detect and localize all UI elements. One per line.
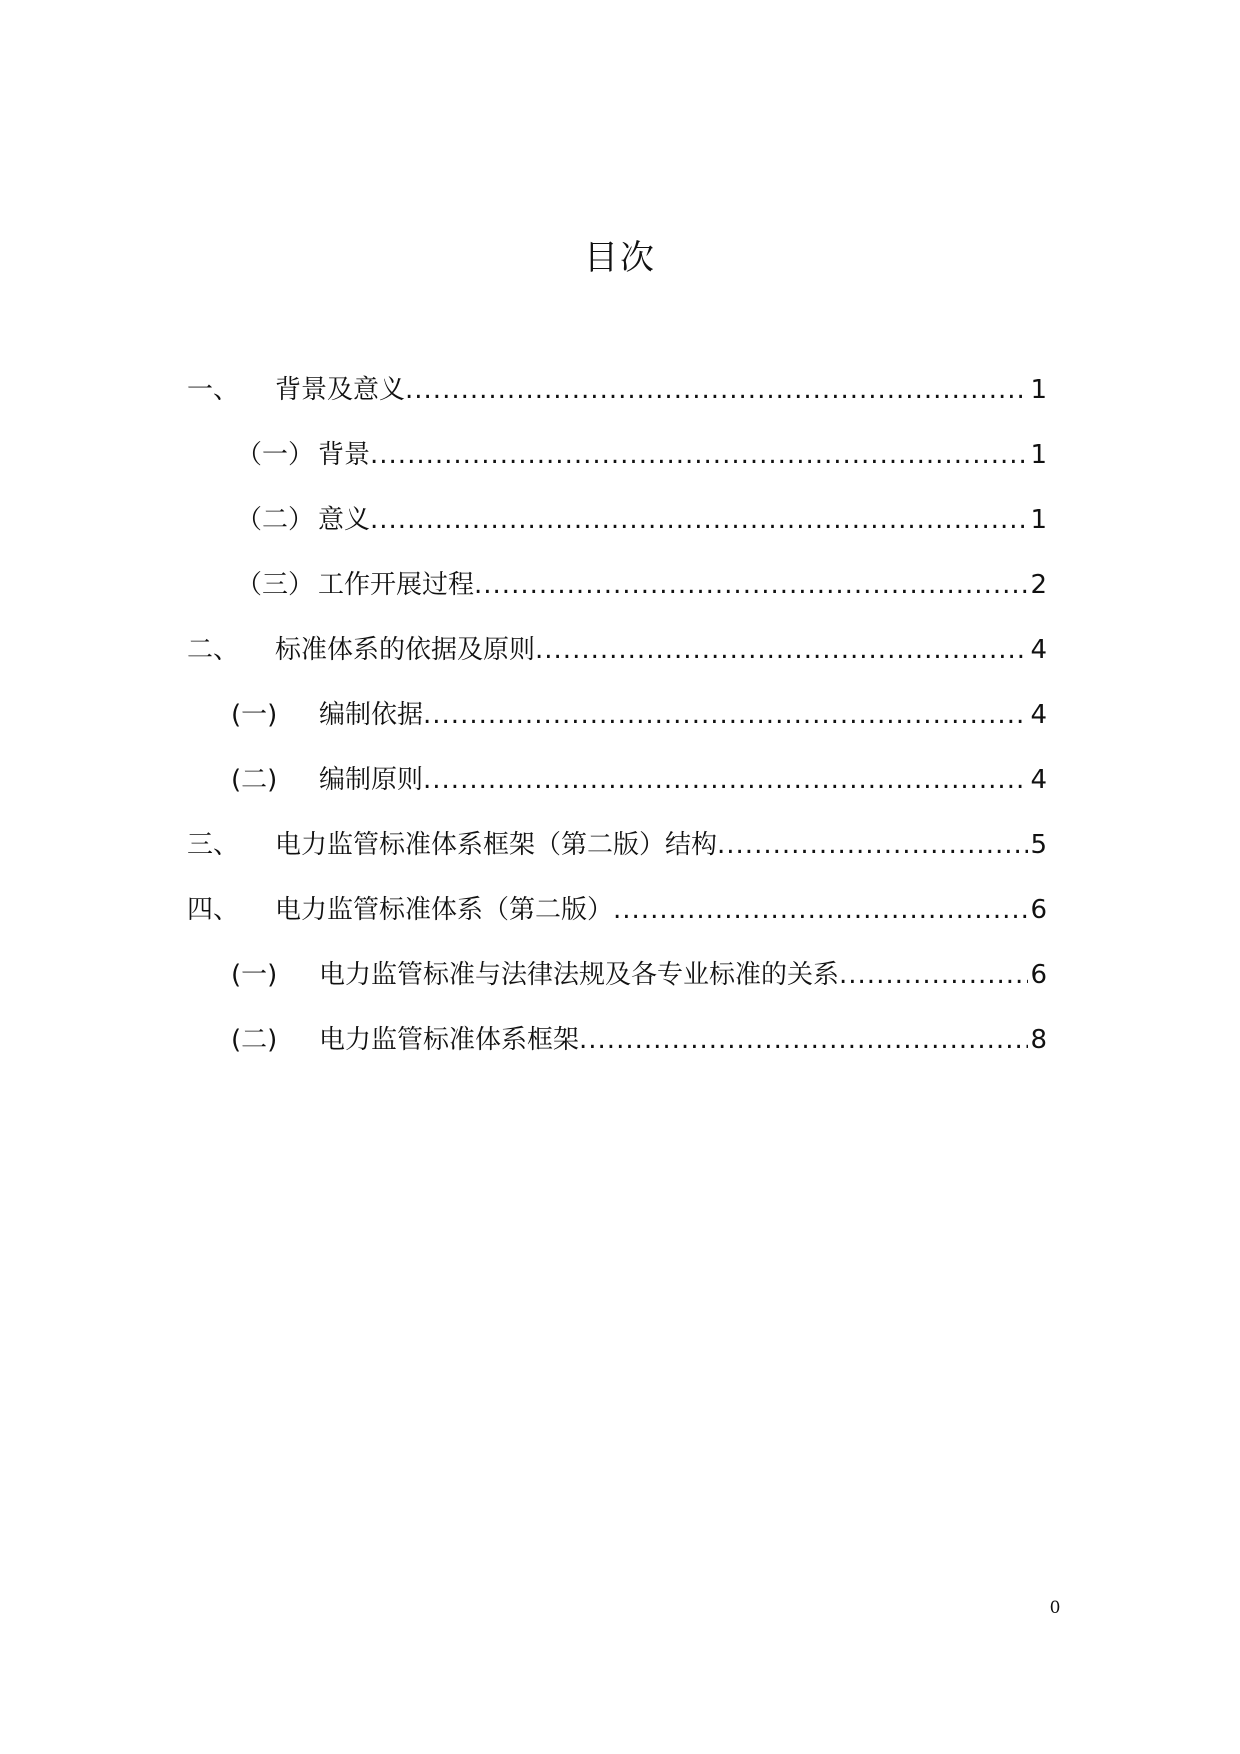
toc-entry-page: 4: [1030, 635, 1047, 665]
toc-entry-page: 5: [1030, 830, 1047, 860]
toc-entry-label: 电力监管标准与法律法规及各专业标准的关系: [319, 960, 840, 990]
toc-entry[interactable]: [236, 565, 1047, 605]
toc-entry-page: 6: [1030, 960, 1047, 990]
toc-entry[interactable]: [187, 630, 1047, 670]
toc-entry-leader: [370, 435, 1028, 475]
toc-entry[interactable]: [187, 370, 1047, 410]
toc-entry-label: 电力监管标准体系（第二版）: [275, 895, 614, 925]
toc-entry-leader: [717, 825, 1028, 865]
toc-entry-leader: [839, 955, 1028, 995]
toc-entry[interactable]: [231, 1020, 1047, 1060]
toc-entry-label: 背景: [318, 440, 371, 470]
toc-entry-label: 背景及意义: [275, 375, 406, 405]
toc-entry-number: (一): [231, 960, 278, 990]
toc-entry-leader: [535, 630, 1028, 670]
toc-entry-number: 一、: [187, 375, 240, 405]
toc-entry-label: 工作开展过程: [318, 570, 475, 600]
toc-entry-page: 1: [1030, 375, 1047, 405]
toc-entry[interactable]: [187, 890, 1047, 930]
toc-entry-leader: [579, 1020, 1028, 1060]
toc-entry-page: 8: [1030, 1025, 1047, 1055]
toc-entry[interactable]: [231, 955, 1047, 995]
toc-entry-label: 电力监管标准体系框架: [319, 1025, 580, 1055]
toc-entry-label: 标准体系的依据及原则: [275, 635, 536, 665]
toc-entry-number: (一): [231, 700, 278, 730]
toc-entry-label: 编制依据: [319, 700, 424, 730]
toc-entry-label: 电力监管标准体系框架（第二版）结构: [275, 830, 718, 860]
toc-entry[interactable]: [187, 825, 1047, 865]
toc-entry[interactable]: [236, 500, 1047, 540]
toc-entry-leader: [613, 890, 1028, 930]
toc-entry-leader: [423, 695, 1028, 735]
toc-entry-page: 2: [1030, 570, 1047, 600]
toc-entry-leader: [474, 565, 1028, 605]
toc-entry-leader: [423, 760, 1028, 800]
toc-entry-page: 6: [1030, 895, 1047, 925]
toc-entry-number: （一）: [236, 440, 315, 470]
toc-entry-page: 4: [1030, 765, 1047, 795]
toc-entry[interactable]: [231, 760, 1047, 800]
toc-entry-leader: [370, 500, 1028, 540]
toc-entry-number: (二): [231, 1025, 278, 1055]
page-number: 0: [1049, 1598, 1061, 1618]
toc-entry-number: 二、: [187, 635, 240, 665]
toc-entry-label: 意义: [318, 505, 371, 535]
toc-entry-number: 三、: [187, 830, 240, 860]
page-title: 目次: [584, 238, 656, 278]
toc-entry-number: (二): [231, 765, 278, 795]
toc-entry-number: （三）: [236, 570, 315, 600]
toc-entry-page: 4: [1030, 700, 1047, 730]
toc-entry-number: 四、: [187, 895, 240, 925]
toc-entry-number: （二）: [236, 505, 315, 535]
toc-entry-leader: [405, 370, 1028, 410]
toc-entry[interactable]: [231, 695, 1047, 735]
toc-entry-page: 1: [1030, 505, 1047, 535]
toc-entry[interactable]: [236, 435, 1047, 475]
toc-entry-label: 编制原则: [319, 765, 424, 795]
toc-entry-page: 1: [1030, 440, 1047, 470]
